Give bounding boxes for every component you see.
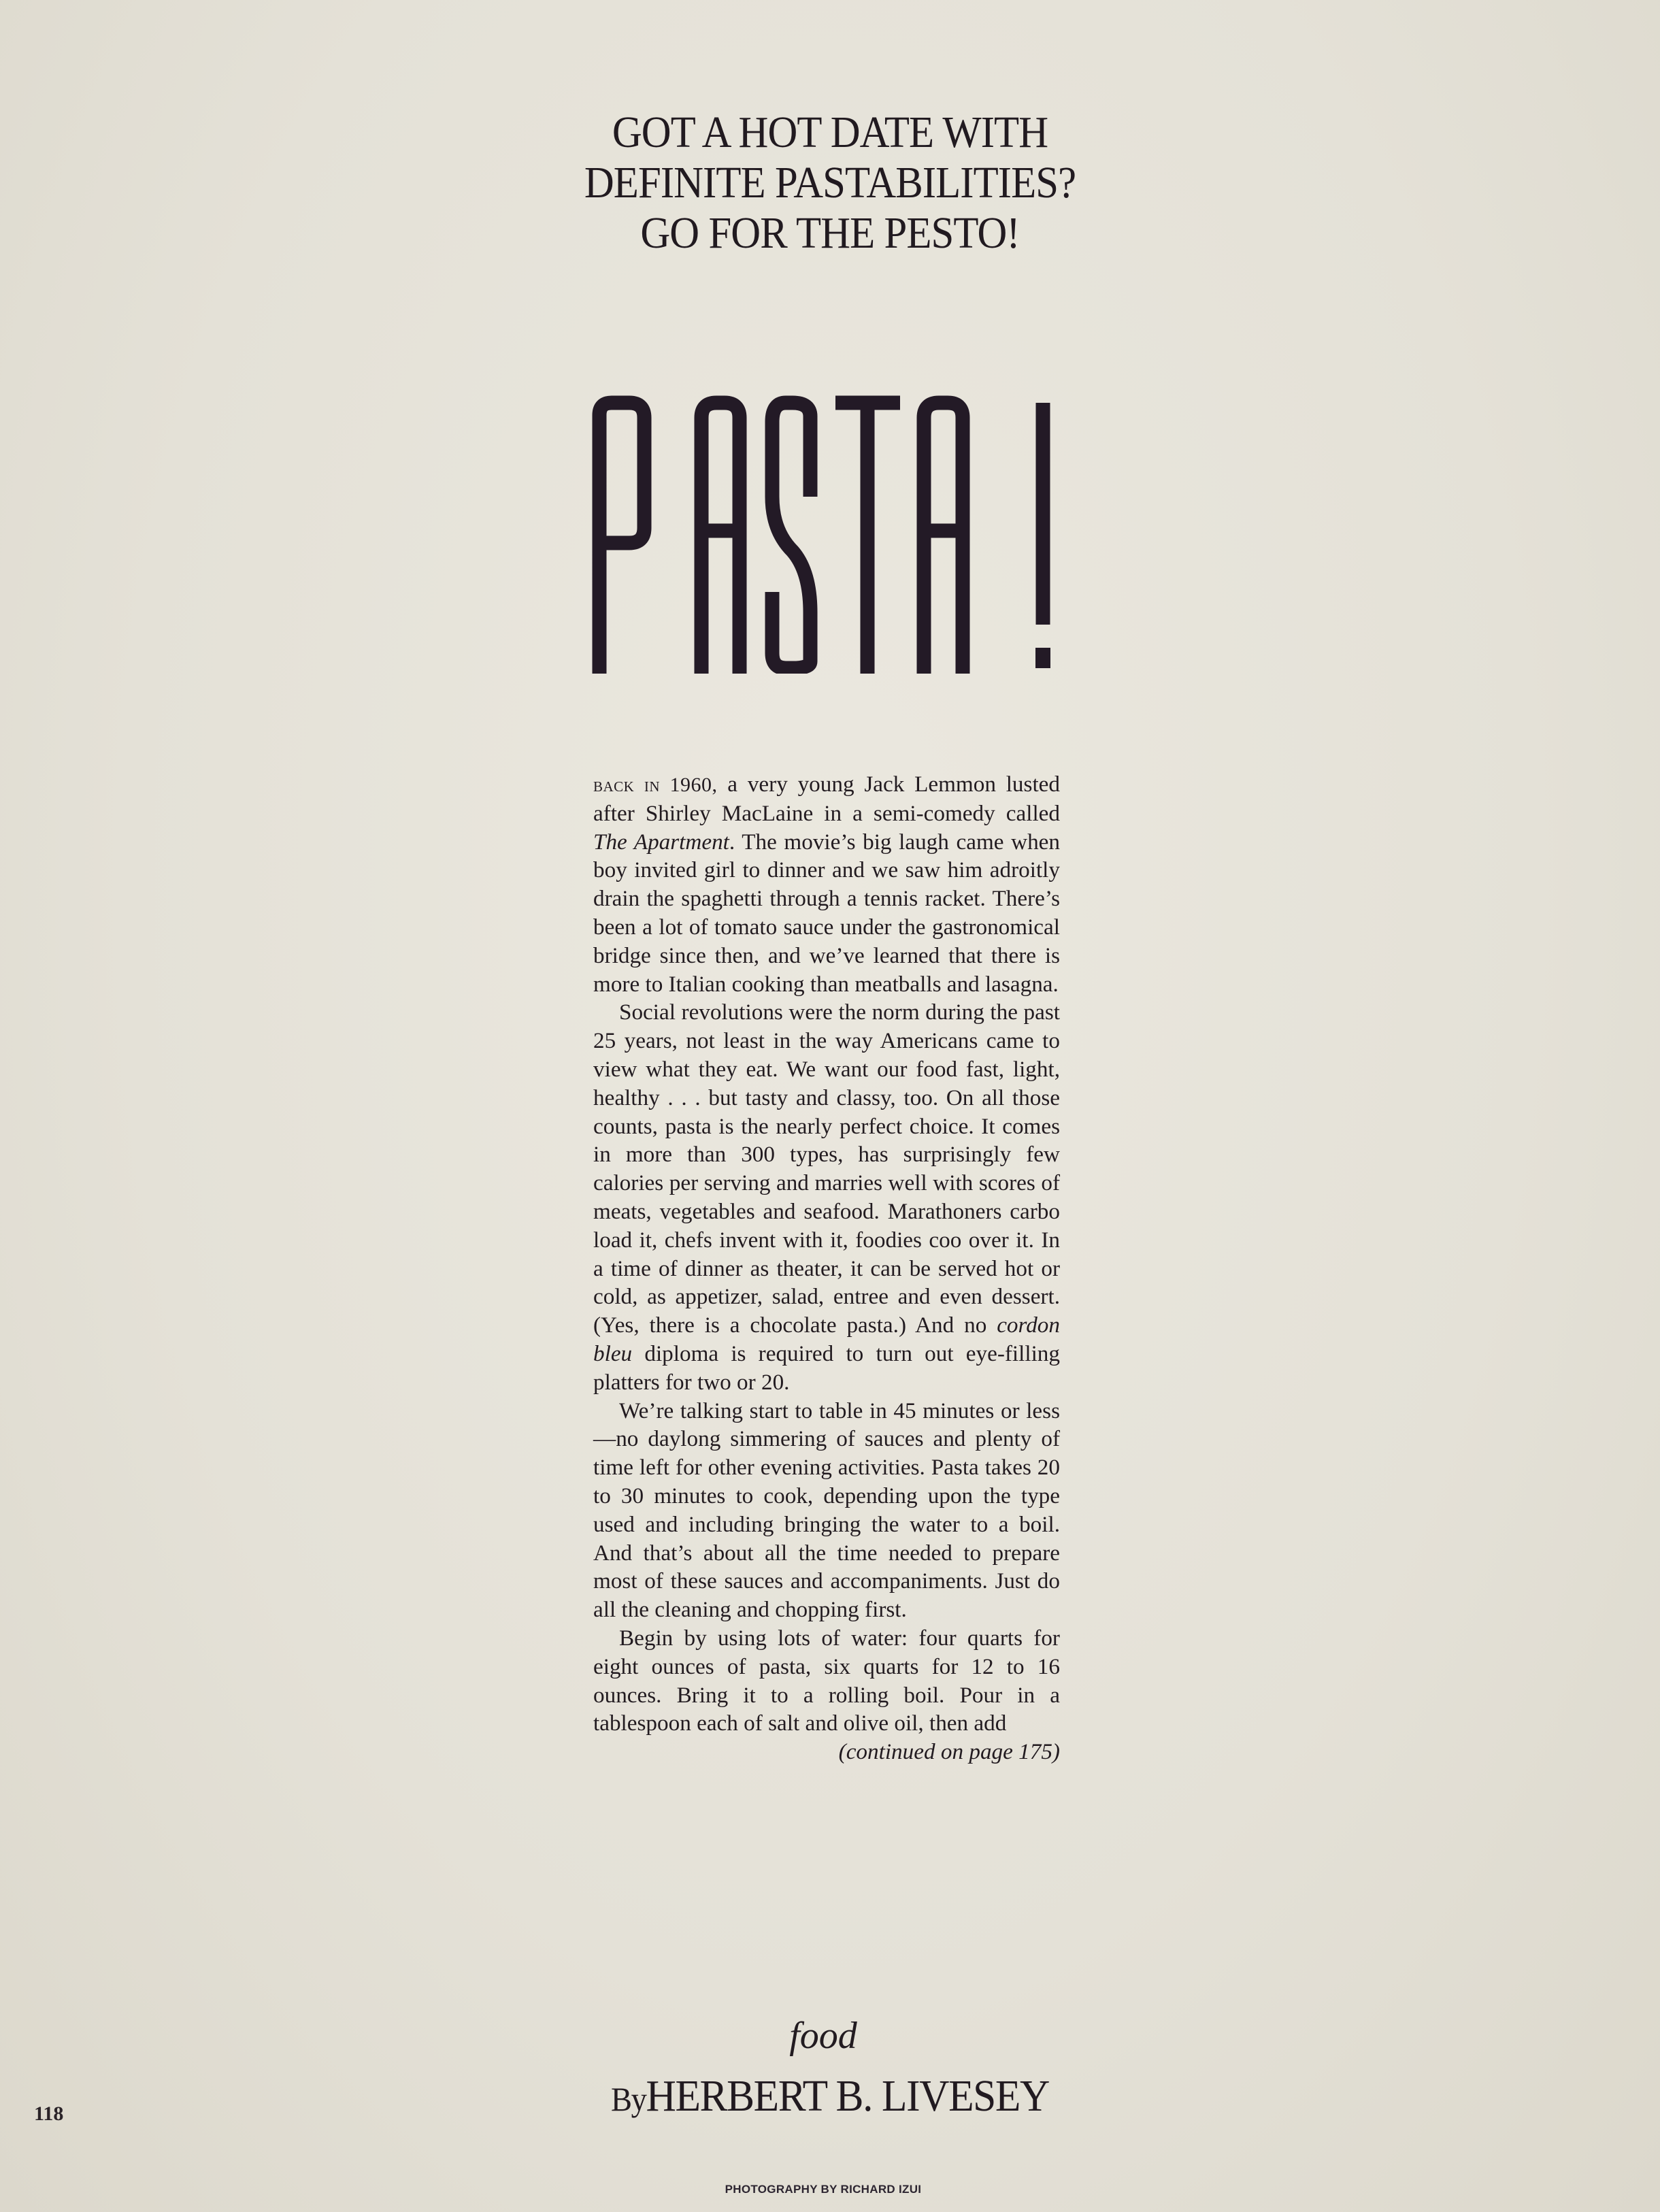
film-title: The Apartment xyxy=(593,829,729,855)
article-body xyxy=(593,770,1060,1766)
kicker-line-1: GOT A HOT DATE WITH xyxy=(612,108,1048,157)
byline xyxy=(501,2073,1159,2123)
article-paragraph: Social revolutions were the norm during the past 25 years, not least in the way Americans came to view what they eat. We want our food fast, light, healthy . . . but tasty and classy, too. On all those counts, pasta is the nearly perfect choice. It comes in more than 300 types, has surprisingly few calories per serving and marries well with scores of meats, vegetables and seafood. Marathoners carbo load it, chefs invent with it, foodies coo over it. In a time of dinner as theater, it can be served hot or cold, as appetizer, salad, entree and even dessert. (Yes, there is a chocolate pasta.) And no cordon bleu diploma is required to turn out eye-filling platters for two or 20. xyxy=(593,1000,1060,1395)
italic-phrase: cordon bleu xyxy=(593,1313,1060,1366)
article-paragraph: back in 1960, a very young Jack Lemmon lusted after Shirley MacLaine in a semi-comedy called The Apartment. The movie’s big laugh came when boy invited girl to dinner and we saw him adroitly drain the spaghetti through a tennis racket. There’s been a lot of tomato sauce under the gastronomical bridge since then, and we’ve learned that there is more to Italian cooking than meatballs and lasagna. xyxy=(593,772,1060,997)
article-paragraph: Begin by using lots of water: four quarts for eight ounces of pasta, six quarts for 12 to 16 ounces. Bring it to a rolling boil. Pour in a tablespoon each of salt and olive oil, then add (continued on page 175) xyxy=(593,1624,1060,1738)
page-title xyxy=(588,395,1065,674)
section-label: food xyxy=(789,2015,857,2057)
page-number: 118 xyxy=(34,2102,64,2125)
kicker-line-2: DEFINITE PASTABILITIES? xyxy=(584,158,1076,208)
kicker-line-3: GO FOR THE PESTO! xyxy=(640,208,1020,258)
lead-in: back in 1960, xyxy=(593,774,718,796)
headline-kicker xyxy=(505,108,1156,259)
continuation-link[interactable]: (continued on page 175) xyxy=(838,1739,1060,1765)
article-paragraph: We’re talking start to table in 45 minutes or less—no daylong simmering of sauces and plenty of time left for other evening activities. Pasta takes 20 to 30 minutes to cook, depending upon the type used and including bringing the water to a boil. And that’s about all the time needed to prepare most of these sauces and accompaniments. Just do all the cleaning and chopping first. xyxy=(593,1398,1060,1623)
photo-credit: PHOTOGRAPHY BY RICHARD IZUI xyxy=(725,2183,922,2196)
byline-by: By xyxy=(611,2080,646,2118)
byline-author: HERBERT B. LIVESEY xyxy=(646,2071,1049,2121)
title-lettering xyxy=(588,395,1065,674)
